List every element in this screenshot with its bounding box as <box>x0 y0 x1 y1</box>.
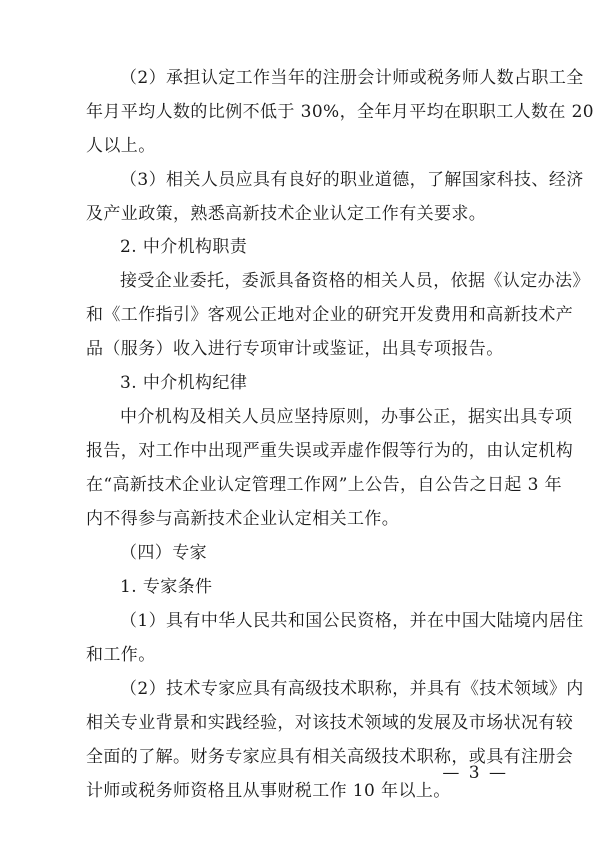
paragraph-line: （2）技术专家应具有高级技术职称，并具有《技术领域》内 <box>120 679 584 699</box>
paragraph-line: 计师或税务师资格且从事财税工作 10 年以上。 <box>86 781 451 801</box>
paragraph-line: （1）具有中华人民共和国公民资格，并在中国大陆境内居住 <box>120 611 584 631</box>
paragraph-line: 品（服务）收入进行专项审计或鉴证，出具专项报告。 <box>86 339 504 359</box>
paragraph-line: 接受企业委托，委派具备资格的相关人员，依据《认定办法》 <box>120 271 590 291</box>
paragraph-line: 中介机构及相关人员应坚持原则，办事公正，据实出具专项 <box>120 407 573 427</box>
paragraph-line: 和《工作指引》客观公正地对企业的研究开发费用和高新技术产 <box>86 305 574 325</box>
page-number: — 3 — <box>442 763 508 783</box>
paragraph-line: 报告，对工作中出现严重失误或弄虚作假等行为的，由认定机构 <box>86 441 574 461</box>
paragraph-line: 年月平均人数的比例不低于 30%，全年月平均在职职工人数在 20 <box>86 102 595 122</box>
paragraph-line: 在“高新技术企业认定管理工作网”上公告，自公告之日起 3 年 <box>86 475 563 495</box>
paragraph-line: 内不得参与高新技术企业认定相关工作。 <box>86 509 400 529</box>
paragraph-line: 人以上。 <box>86 136 156 156</box>
paragraph-line: 和工作。 <box>86 645 156 665</box>
section-heading: 2. 中介机构职责 <box>120 237 248 257</box>
paragraph-line: （3）相关人员应具有良好的职业道德，了解国家科技、经济 <box>120 170 584 190</box>
section-heading: （四）专家 <box>120 543 207 563</box>
paragraph-line: 相关专业背景和实践经验，对该技术领域的发展及市场状况有较 <box>86 713 574 733</box>
paragraph-line: 及产业政策，熟悉高新技术企业认定工作有关要求。 <box>86 204 487 224</box>
section-heading: 1. 专家条件 <box>120 577 213 597</box>
paragraph-line: （2）承担认定工作当年的注册会计师或税务师人数占职工全 <box>120 68 584 88</box>
section-heading: 3. 中介机构纪律 <box>120 373 248 393</box>
paragraph-line: 全面的了解。财务专家应具有相关高级技术职称，或具有注册会 <box>86 747 574 767</box>
